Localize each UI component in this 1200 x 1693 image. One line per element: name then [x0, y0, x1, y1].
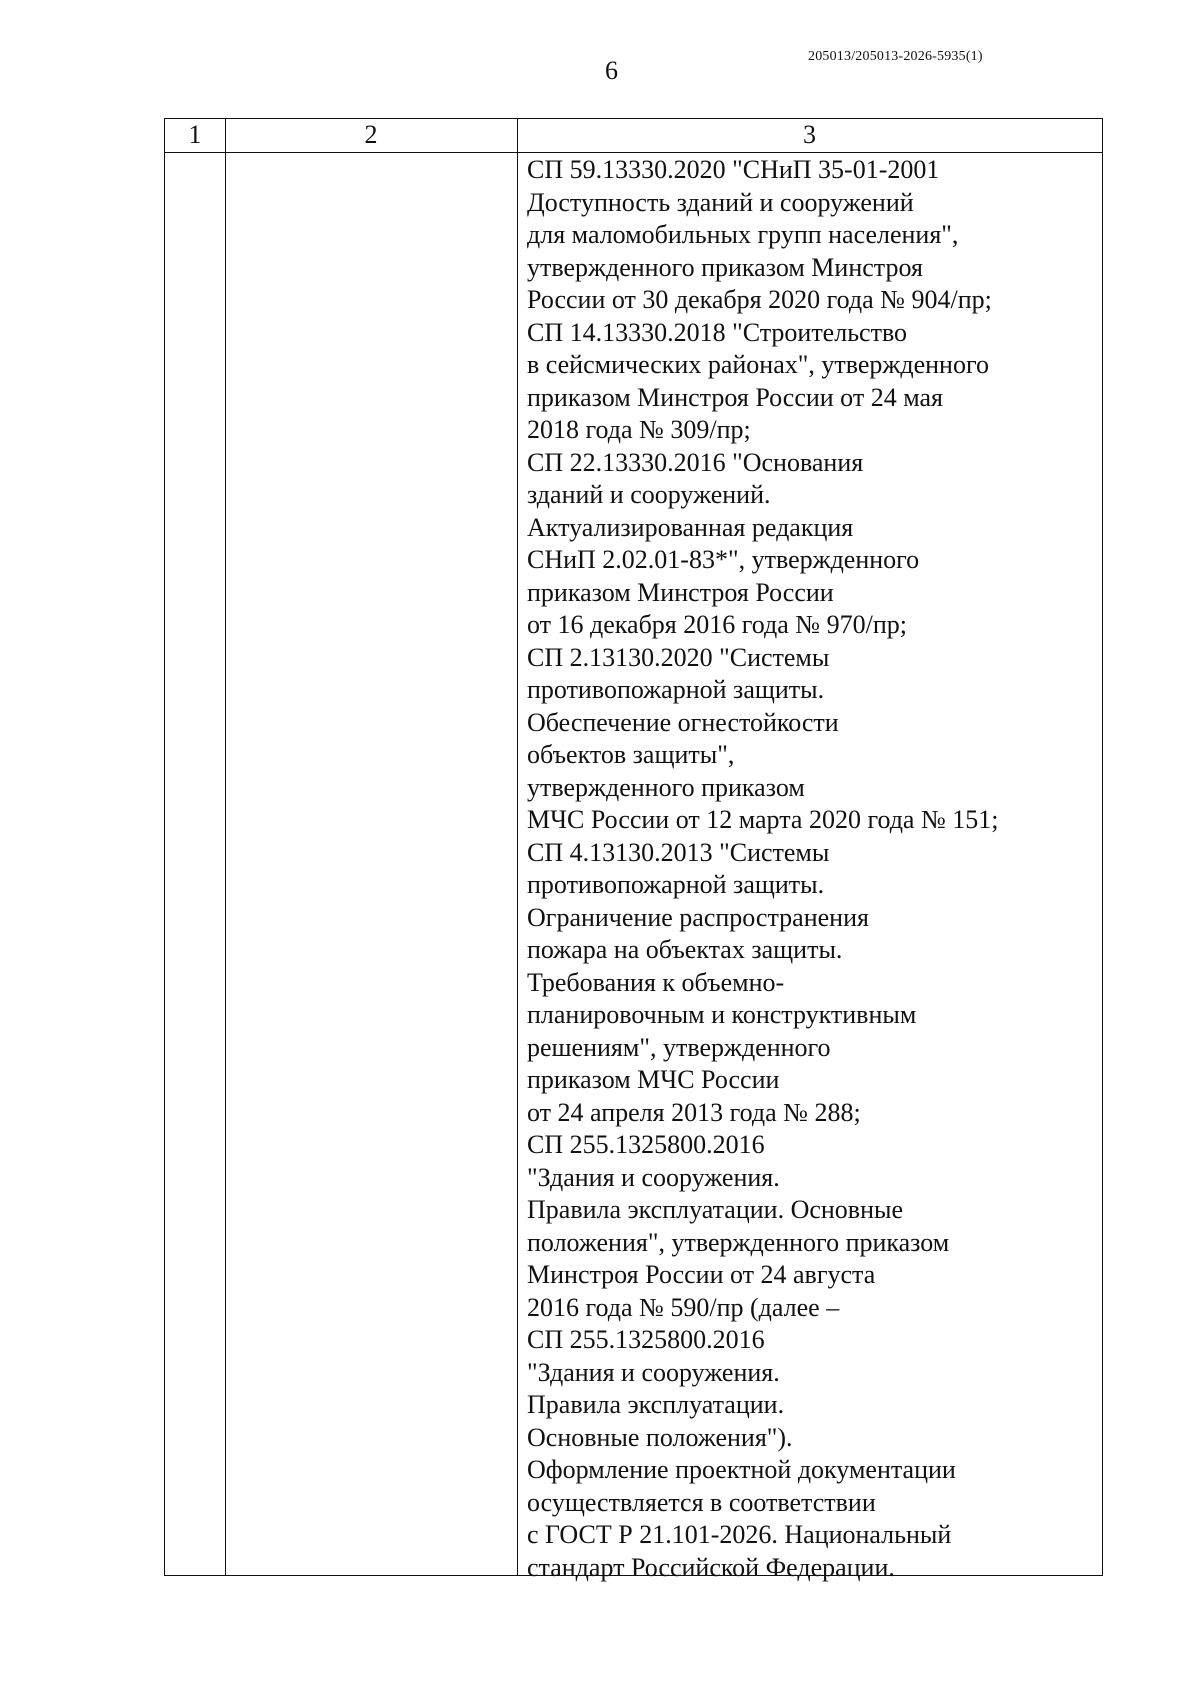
cell-text-line: Доступность зданий и сооружений: [527, 187, 914, 217]
column-divider-2: [517, 119, 518, 1575]
cell-text-line: объектов защиты",: [527, 740, 735, 769]
cell-text-line: России от 30 декабря 2020 года № 904/пр;: [527, 285, 992, 314]
cell-text-line: СП 255.1325800.2016: [527, 1130, 765, 1159]
requirements-table: [164, 118, 1103, 1582]
column-header-2: 2: [364, 120, 378, 149]
cell-text-line: Актуализированная редакция: [527, 512, 854, 542]
cell-text-line: СНиП 2.02.01-83*", утвержденного: [527, 545, 920, 574]
cell-text-line: утвержденного приказом Минстроя: [527, 252, 923, 282]
cell-text-line: планировочным и конструктивным: [527, 1000, 917, 1029]
cell-text-line: Правила эксплуатации.: [527, 1390, 785, 1419]
cell-text-line: Оформление проектной документации: [527, 1455, 956, 1484]
cell-text-line: с ГОСТ Р 21.101-2026. Национальный: [527, 1520, 952, 1549]
cell-text-line: Правила эксплуатации. Основные: [527, 1195, 904, 1224]
cell-text-line: от 16 декабря 2016 года № 970/пр;: [527, 610, 907, 639]
cell-text-line: СП 59.13330.2020 "СНиП 35-01-2001: [527, 155, 940, 184]
cell-text-line: приказом МЧС России: [527, 1065, 780, 1094]
cell-text-line: стандарт Российской Федерации.: [527, 1552, 895, 1582]
column-3-cell: [527, 154, 1094, 1584]
cell-text-line: приказом Минстроя России от 24 мая: [527, 382, 943, 412]
cell-text-line: 2016 года № 590/пр (далее –: [527, 1292, 840, 1322]
cell-text-line: СП 4.13130.2013 "Системы: [527, 837, 830, 867]
header-row-divider: [165, 152, 1102, 153]
cell-text-line: МЧС России от 12 марта 2020 года № 151;: [527, 805, 999, 834]
column-header-1: 1: [188, 120, 202, 149]
cell-text-line: положения", утвержденного приказом: [527, 1227, 950, 1257]
cell-text-line: пожара на объектах защиты.: [527, 935, 843, 964]
cell-text-line: Требования к объемно-: [527, 967, 785, 997]
cell-text-line: зданий и сооружений.: [527, 480, 771, 509]
document-id: 205013/205013-2026-5935(1): [808, 49, 983, 64]
cell-text-line: утвержденного приказом: [527, 772, 805, 802]
cell-text-line: приказом Минстроя России: [527, 577, 834, 607]
cell-text-line: "Здания и сооружения.: [527, 1162, 780, 1192]
column-divider-1: [225, 119, 226, 1575]
cell-text-line: противопожарной защиты.: [527, 675, 825, 704]
cell-text-line: противопожарной защиты.: [527, 870, 825, 899]
cell-text-line: осуществляется в соответствии: [527, 1487, 876, 1517]
page-number: 6: [605, 56, 618, 85]
cell-text-line: для маломобильных групп населения",: [527, 220, 959, 249]
column-header-3: 3: [803, 120, 816, 149]
cell-text-line: СП 22.13330.2016 "Основания: [527, 447, 864, 477]
cell-text-line: СП 14.13330.2018 "Строительство: [527, 317, 908, 347]
cell-text-line: СП 2.13130.2020 "Системы: [527, 642, 830, 672]
cell-text-line: Ограничение распространения: [527, 902, 869, 932]
cell-text-line: решениям", утвержденного: [527, 1032, 831, 1062]
cell-text-line: СП 255.1325800.2016: [527, 1325, 765, 1354]
cell-text-line: от 24 апреля 2013 года № 288;: [527, 1097, 861, 1127]
cell-text-line: 2018 года № 309/пр;: [527, 415, 751, 444]
cell-text-line: Минстроя России от 24 августа: [527, 1260, 876, 1289]
cell-text-line: Основные положения").: [527, 1422, 793, 1452]
cell-text-line: Обеспечение огнестойкости: [527, 707, 839, 737]
cell-text-line: "Здания и сооружения.: [527, 1357, 780, 1387]
cell-text-line: в сейсмических районах", утвержденного: [527, 350, 989, 379]
